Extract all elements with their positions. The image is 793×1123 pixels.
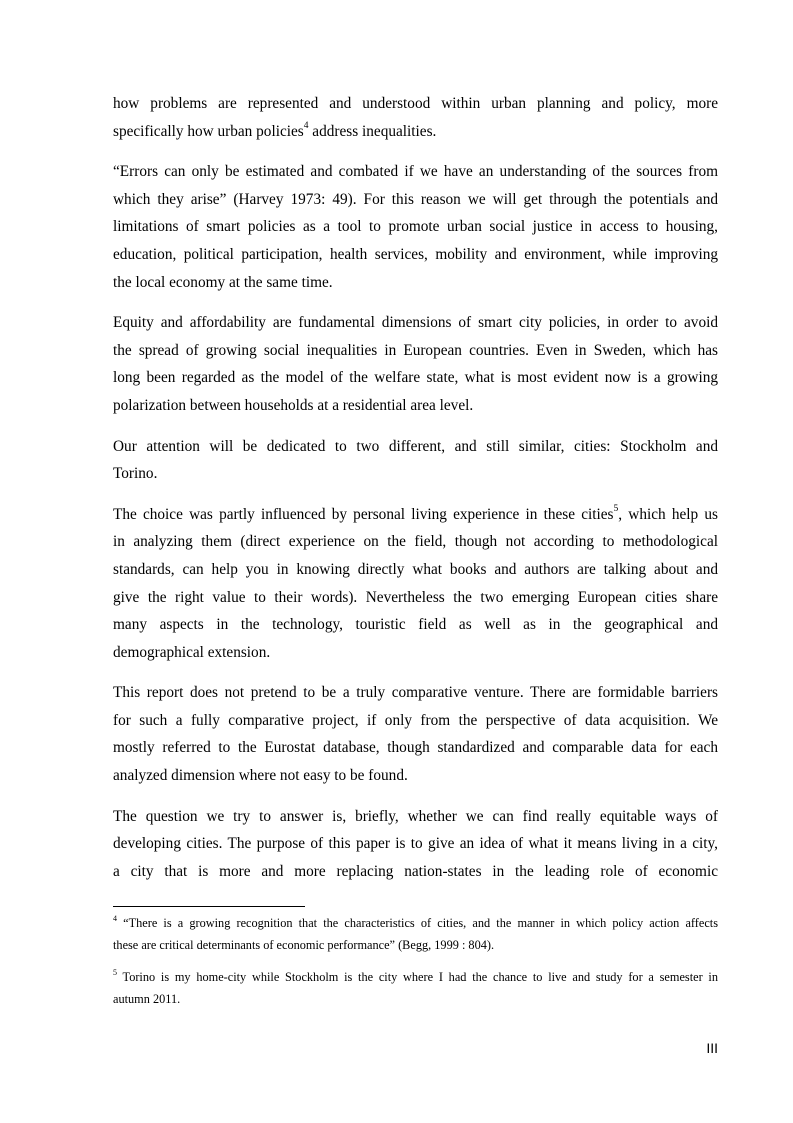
- text-line: standards, can help you in knowing directly what books and authors are talking about and: [113, 560, 718, 578]
- text-line: Torino.: [113, 465, 158, 483]
- footnote-line: [113, 966, 718, 988]
- page-number: III: [706, 1040, 718, 1056]
- footnote-ref-5[interactable]: 5: [613, 503, 619, 514]
- paragraph-3: [113, 309, 718, 419]
- text-line: in analyzing them (direct experience on the field, though not according to methodological: [113, 533, 718, 551]
- text-fragment: “There is a growing recognition that the characteristics of cities, and the manner in which policy action affects: [117, 916, 718, 930]
- footnote-divider: [113, 906, 305, 907]
- text-line: limitations of smart policies as a tool to promote urban social justice in access to housing,: [113, 218, 718, 236]
- text-line: Equity and affordability are fundamental dimensions of smart city policies, in order to avoid: [113, 314, 718, 332]
- paragraph-5: [113, 501, 718, 667]
- footnote-ref-4[interactable]: 4: [303, 120, 309, 131]
- text-fragment: specifically how urban policies: [113, 122, 304, 140]
- text-fragment: Torino is my home-city while Stockholm is the city where I had the chance to live and study for a semester in: [117, 970, 718, 984]
- text-line: Our attention will be dedicated to two different, and still similar, cities: Stockholm and: [113, 437, 718, 455]
- text-line: give the right value to their words). Nevertheless the two emerging European cities share: [113, 588, 718, 606]
- text-line: education, political participation, health services, mobility and environment, while improving: [113, 245, 718, 263]
- text-line: “Errors can only be estimated and combated if we have an understanding of the sources from: [113, 163, 718, 181]
- body-text: [113, 90, 718, 898]
- text-line: for such a fully comparative project, if only from the perspective of data acquisition. We: [113, 711, 718, 729]
- text-line: polarization between households at a residential area level.: [113, 396, 474, 414]
- text-fragment: The choice was partly influenced by personal living experience in these cities: [113, 505, 614, 523]
- paragraph-6: [113, 679, 718, 789]
- paragraph-4: [113, 433, 718, 488]
- text-line: analyzed dimension where not easy to be found.: [113, 767, 408, 785]
- text-line: [113, 118, 718, 146]
- text-fragment: address inequalities.: [308, 122, 437, 140]
- footnote-marker: 4: [113, 913, 117, 923]
- text-line: many aspects in the technology, touristic field as well as in the geographical and: [113, 616, 718, 634]
- text-line: the spread of growing social inequalities in European countries. Even in Sweden, which has: [113, 341, 718, 359]
- text-line: The question we try to answer is, briefly, whether we can find really equitable ways of: [113, 807, 718, 825]
- paragraph-2: [113, 158, 718, 296]
- text-fragment: , which help us: [618, 505, 718, 523]
- paragraph-7: [113, 803, 718, 886]
- text-line: how problems are represented and understood within urban planning and policy, more: [113, 95, 718, 112]
- footnotes: [113, 912, 718, 1020]
- footnote-line: these are critical determinants of economic performance” (Begg, 1999 : 804).: [113, 938, 495, 952]
- footnote-4: [113, 912, 718, 956]
- footnote-line: autumn 2011.: [113, 992, 181, 1006]
- text-line: This report does not pretend to be a truly comparative venture. There are formidable barriers: [113, 684, 718, 702]
- footnote-marker: 5: [113, 967, 117, 977]
- text-line: a city that is more and more replacing nation-states in the leading role of economic: [113, 862, 718, 880]
- text-line: demographical extension.: [113, 643, 271, 661]
- footnote-line: [113, 912, 718, 934]
- text-line: [113, 501, 718, 529]
- text-line: mostly referred to the Eurostat database, though standardized and comparable data for each: [113, 739, 718, 757]
- text-line: the local economy at the same time.: [113, 273, 333, 291]
- footnote-5: [113, 966, 718, 1010]
- paragraph-1: [113, 90, 718, 145]
- text-line: long been regarded as the model of the welfare state, what is most evident now is a growing: [113, 369, 718, 387]
- text-line: which they arise” (Harvey 1973: 49). For this reason we will get through the potentials and: [113, 190, 718, 208]
- text-line: developing cities. The purpose of this paper is to give an idea of what it means living in a city,: [113, 835, 718, 853]
